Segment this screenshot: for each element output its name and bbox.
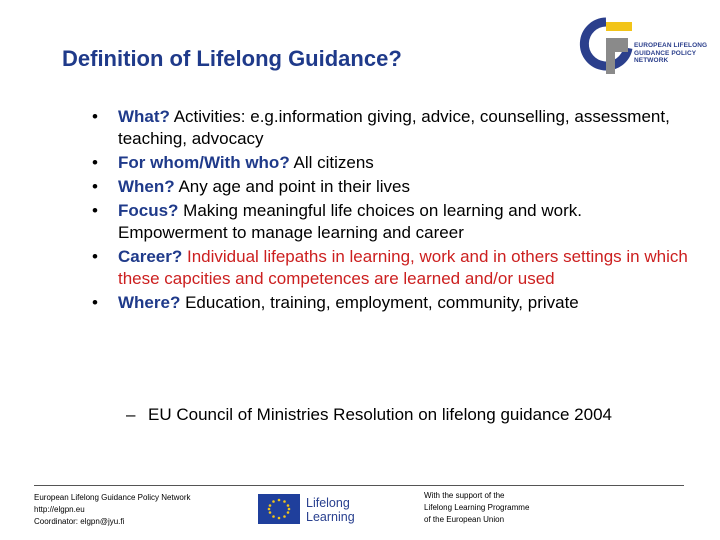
list-item-for-whom <box>92 152 692 174</box>
lifelong-learning-wordmark <box>306 496 355 524</box>
bullet-question: What? <box>118 107 170 126</box>
bullet-question: Where? <box>118 293 181 312</box>
logo-wordmark <box>634 42 707 65</box>
source-citation <box>126 403 666 427</box>
footer-divider <box>34 485 684 486</box>
bullet-icon: • <box>92 177 98 196</box>
lifelong-learning-logo <box>258 494 362 526</box>
definition-list <box>92 106 692 316</box>
dash-mark: – <box>126 405 136 424</box>
elgpn-logo <box>576 14 712 78</box>
bullet-question: When? <box>118 177 175 196</box>
page-title: Definition of Lifelong Guidance? <box>62 46 402 71</box>
list-item-focus <box>92 200 692 244</box>
bullet-icon: • <box>92 201 98 220</box>
bullet-text: All citizens <box>289 153 374 172</box>
support-line-3: of the European Union <box>424 515 505 524</box>
bullet-text: Education, training, employment, community, private <box>180 293 579 312</box>
support-line-1: With the support of the <box>424 491 505 500</box>
footer-support <box>424 490 529 526</box>
bullet-text-highlight: Individual lifepaths in learning, work and in others settings in which these capcities and competences are learned and/or used <box>118 247 688 288</box>
ll-line-1: Lifelong <box>306 496 350 510</box>
footer-org: European Lifelong Guidance Policy Network <box>34 493 191 502</box>
logo-line-3: NETWORK <box>634 57 669 64</box>
bullet-icon: • <box>92 293 98 312</box>
bullet-icon: • <box>92 107 98 126</box>
source-text: EU Council of Ministries Resolution on lifelong guidance 2004 <box>148 405 612 424</box>
logo-line-1: EUROPEAN LIFELONG <box>634 42 708 49</box>
bullet-question: For whom/With who? <box>118 153 290 172</box>
bullet-question: Focus? <box>118 201 179 220</box>
bullet-icon: • <box>92 153 98 172</box>
bullet-text: Making meaningful life choices on learning and work. Empowerment to manage learning and career <box>118 201 582 242</box>
eu-flag-icon <box>258 494 300 524</box>
list-item-career <box>92 246 692 290</box>
footer-coordinator: Coordinator: elgpn@jyu.fi <box>34 517 125 526</box>
bullet-icon: • <box>92 247 98 266</box>
bullet-question: Career? <box>118 247 183 266</box>
list-item-what <box>92 106 692 150</box>
list-item-where <box>92 292 692 314</box>
support-line-2: Lifelong Learning Programme <box>424 503 530 512</box>
list-item-when <box>92 176 692 198</box>
bullet-text: Activities: e.g.information giving, advice, counselling, assessment, teaching, advocacy <box>118 107 670 148</box>
elgpn-emblem-icon <box>576 14 636 78</box>
footer-contact <box>34 492 191 528</box>
logo-line-2: GUIDANCE POLICY <box>634 49 697 57</box>
bullet-text: Any age and point in their lives <box>174 177 410 196</box>
footer-url: http://elgpn.eu <box>34 505 85 514</box>
ll-line-2: Learning <box>306 510 355 524</box>
